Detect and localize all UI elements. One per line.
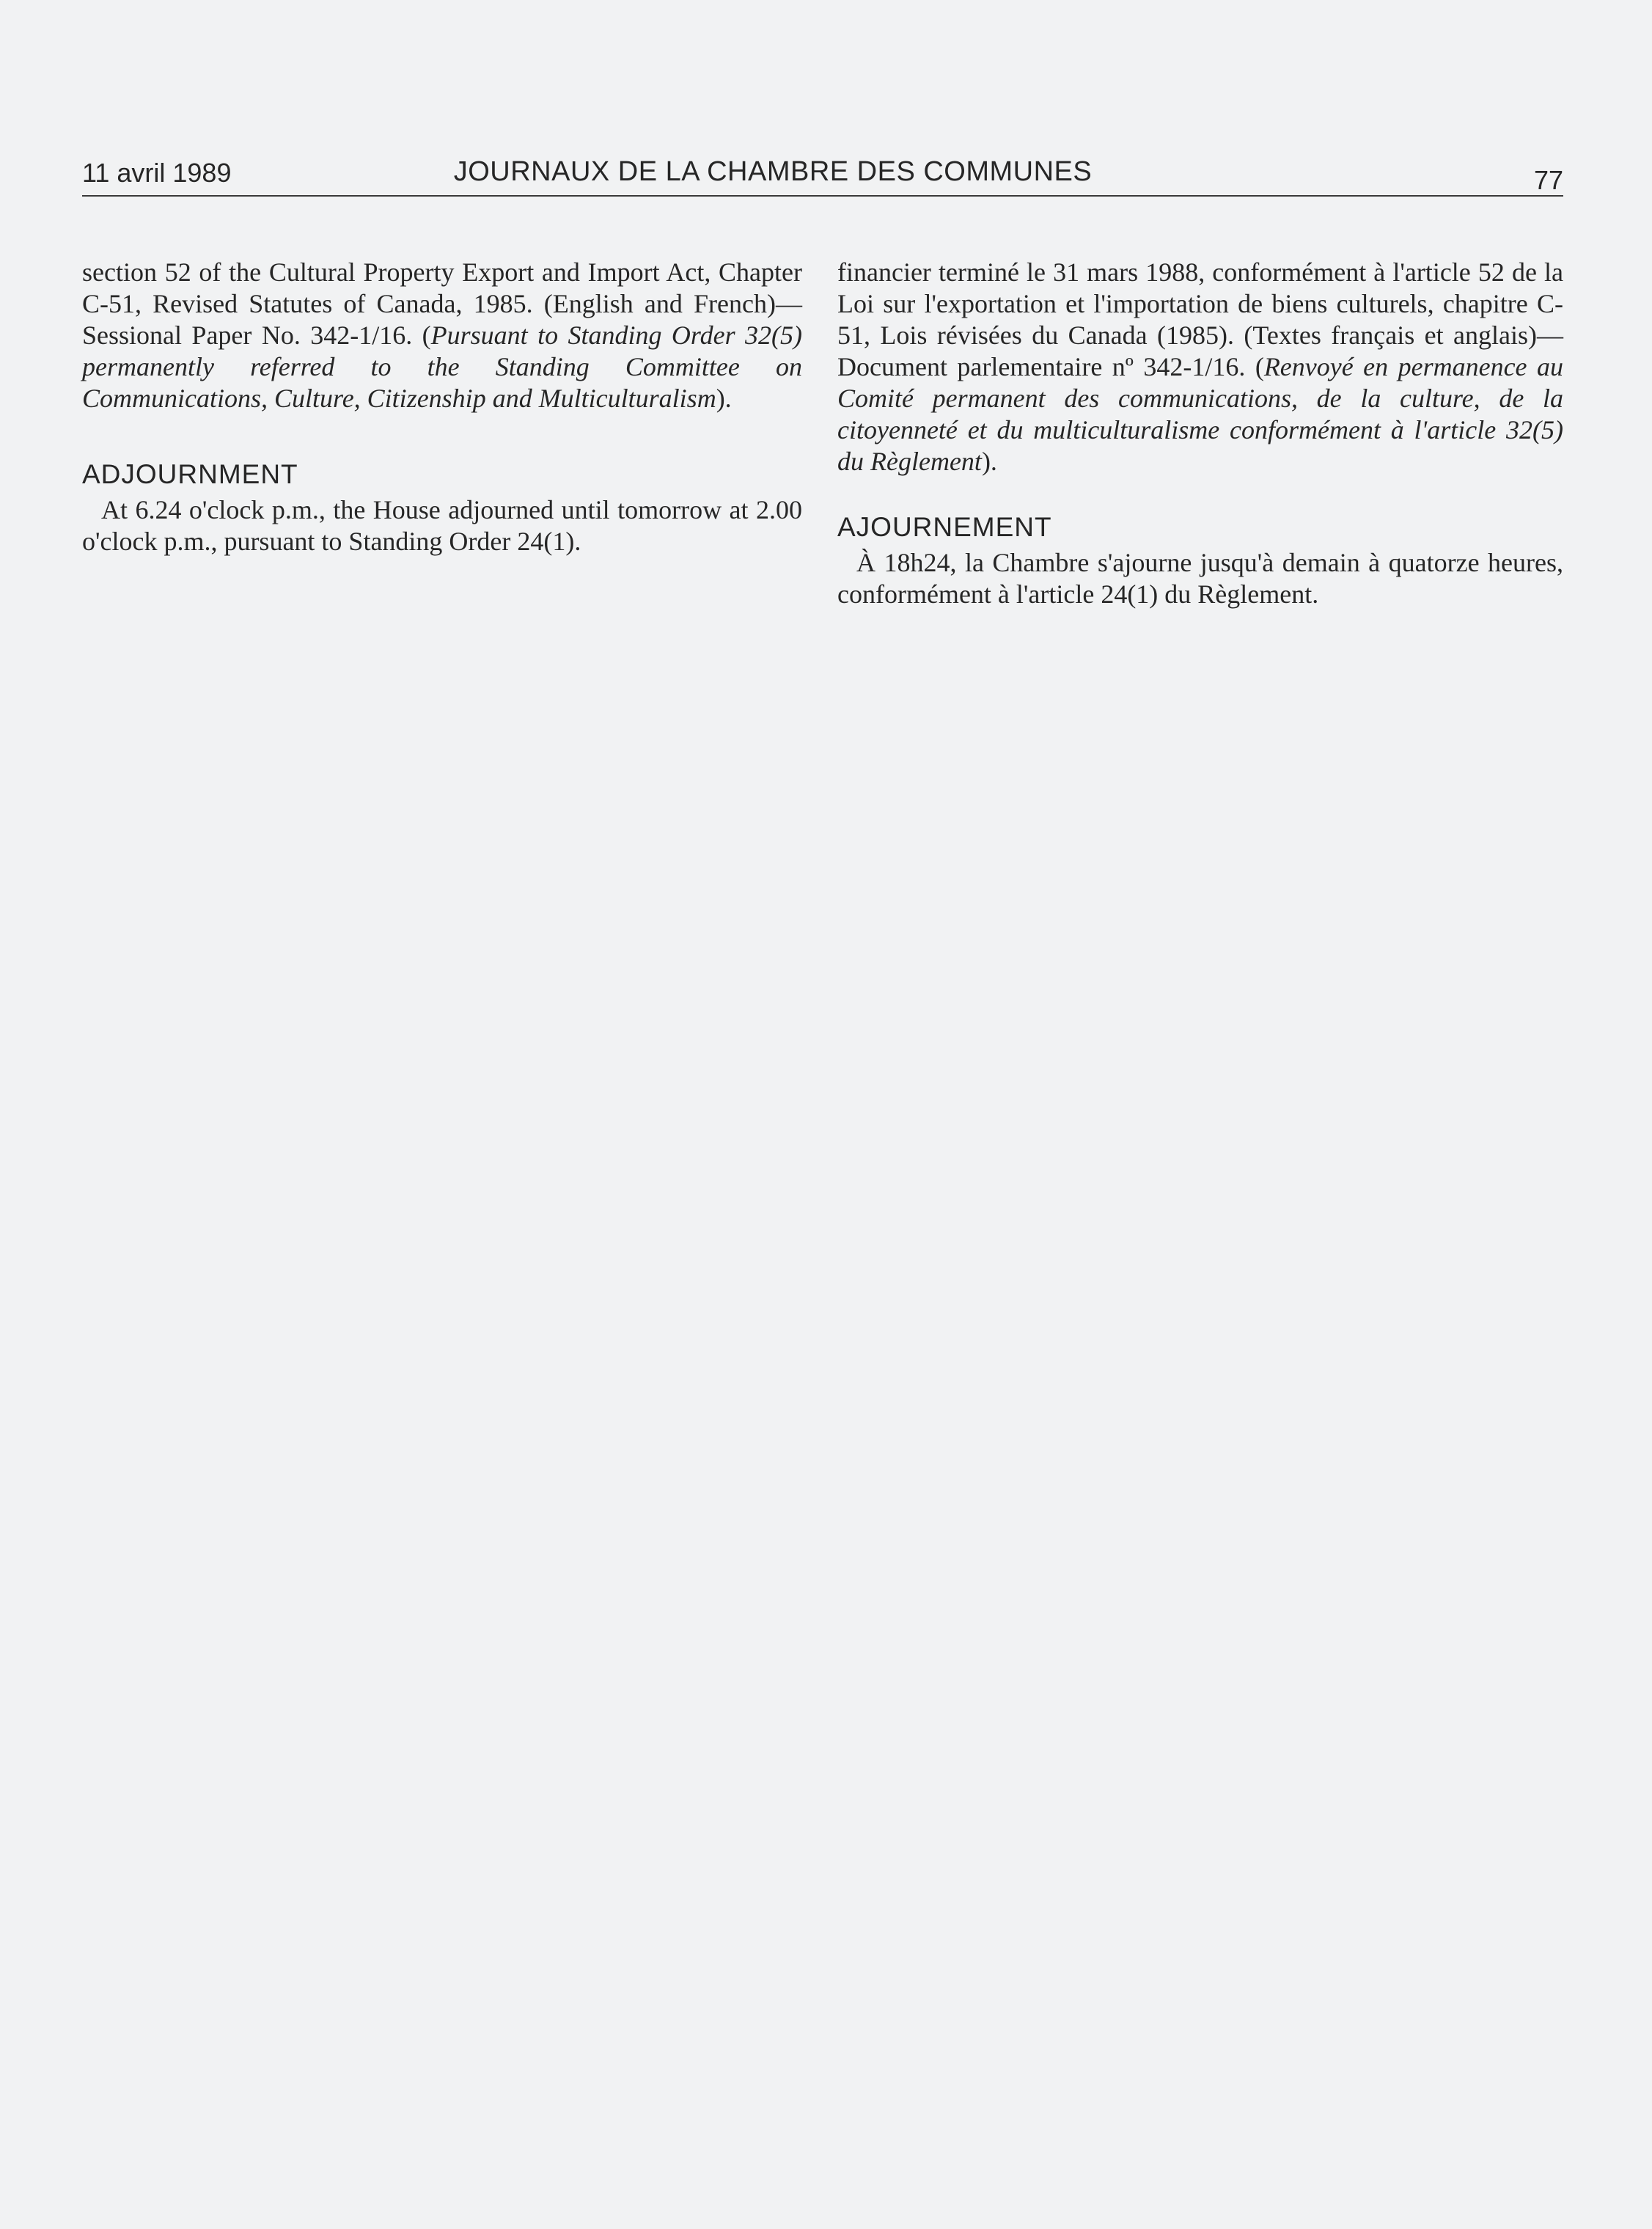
english-paragraph-text: section 52 of the Cultural Property Export and Import Act, Chapter C-51, Revised Statutes of Canada, 1985. (English and French)—Sessional Paper No. 342-1/16. ( xyxy=(82,257,802,350)
english-paragraph-italic: Pursuant to Standing Order 32(5) permanently referred to the Standing Committee on Communications, Culture, Citizenship and Multiculturalism xyxy=(82,321,802,413)
running-head xyxy=(82,150,1563,194)
french-paragraph-italic: Renvoyé en permanence au Comité permanent des communications, de la culture, de la citoyenneté et du multiculturalisme conformément à l'article 32(5) du Règlement xyxy=(837,352,1563,476)
french-paragraph-close: ). xyxy=(981,447,997,476)
page-number: 77 xyxy=(1533,165,1563,195)
running-head-date: 11 avril 1989 xyxy=(82,158,232,188)
header-rule xyxy=(82,195,1563,197)
french-paragraph-ajournement: À 18h24, la Chambre s'ajourne jusqu'à demain à quatorze heures, conformément à l'article 24(1) du Règlement. xyxy=(837,548,1563,609)
french-paragraph-document-parlementaire xyxy=(837,257,1563,477)
french-column xyxy=(837,257,1563,610)
english-paragraph-close: ). xyxy=(716,384,732,413)
french-paragraph-text: financier terminé le 31 mars 1988, conformément à l'article 52 de la Loi sur l'exportation et l'importation de biens culturels, chapitre C-51, Lois révisées du Canada (1985). (Textes français et anglais)—Document parlementaire nº 342-1/16. ( xyxy=(837,257,1563,381)
english-column xyxy=(82,257,802,557)
english-paragraph-sessional-paper xyxy=(82,257,802,414)
english-paragraph-adjournment: At 6.24 o'clock p.m., the House adjourned until tomorrow at 2.00 o'clock p.m., pursuant to Standing Order 24(1). xyxy=(82,495,802,556)
english-heading-adjournment: ADJOURNMENT xyxy=(82,459,298,489)
french-heading-ajournement: AJOURNEMENT xyxy=(837,512,1052,542)
running-head-title: JOURNAUX DE LA CHAMBRE DES COMMUNES xyxy=(453,156,1093,187)
